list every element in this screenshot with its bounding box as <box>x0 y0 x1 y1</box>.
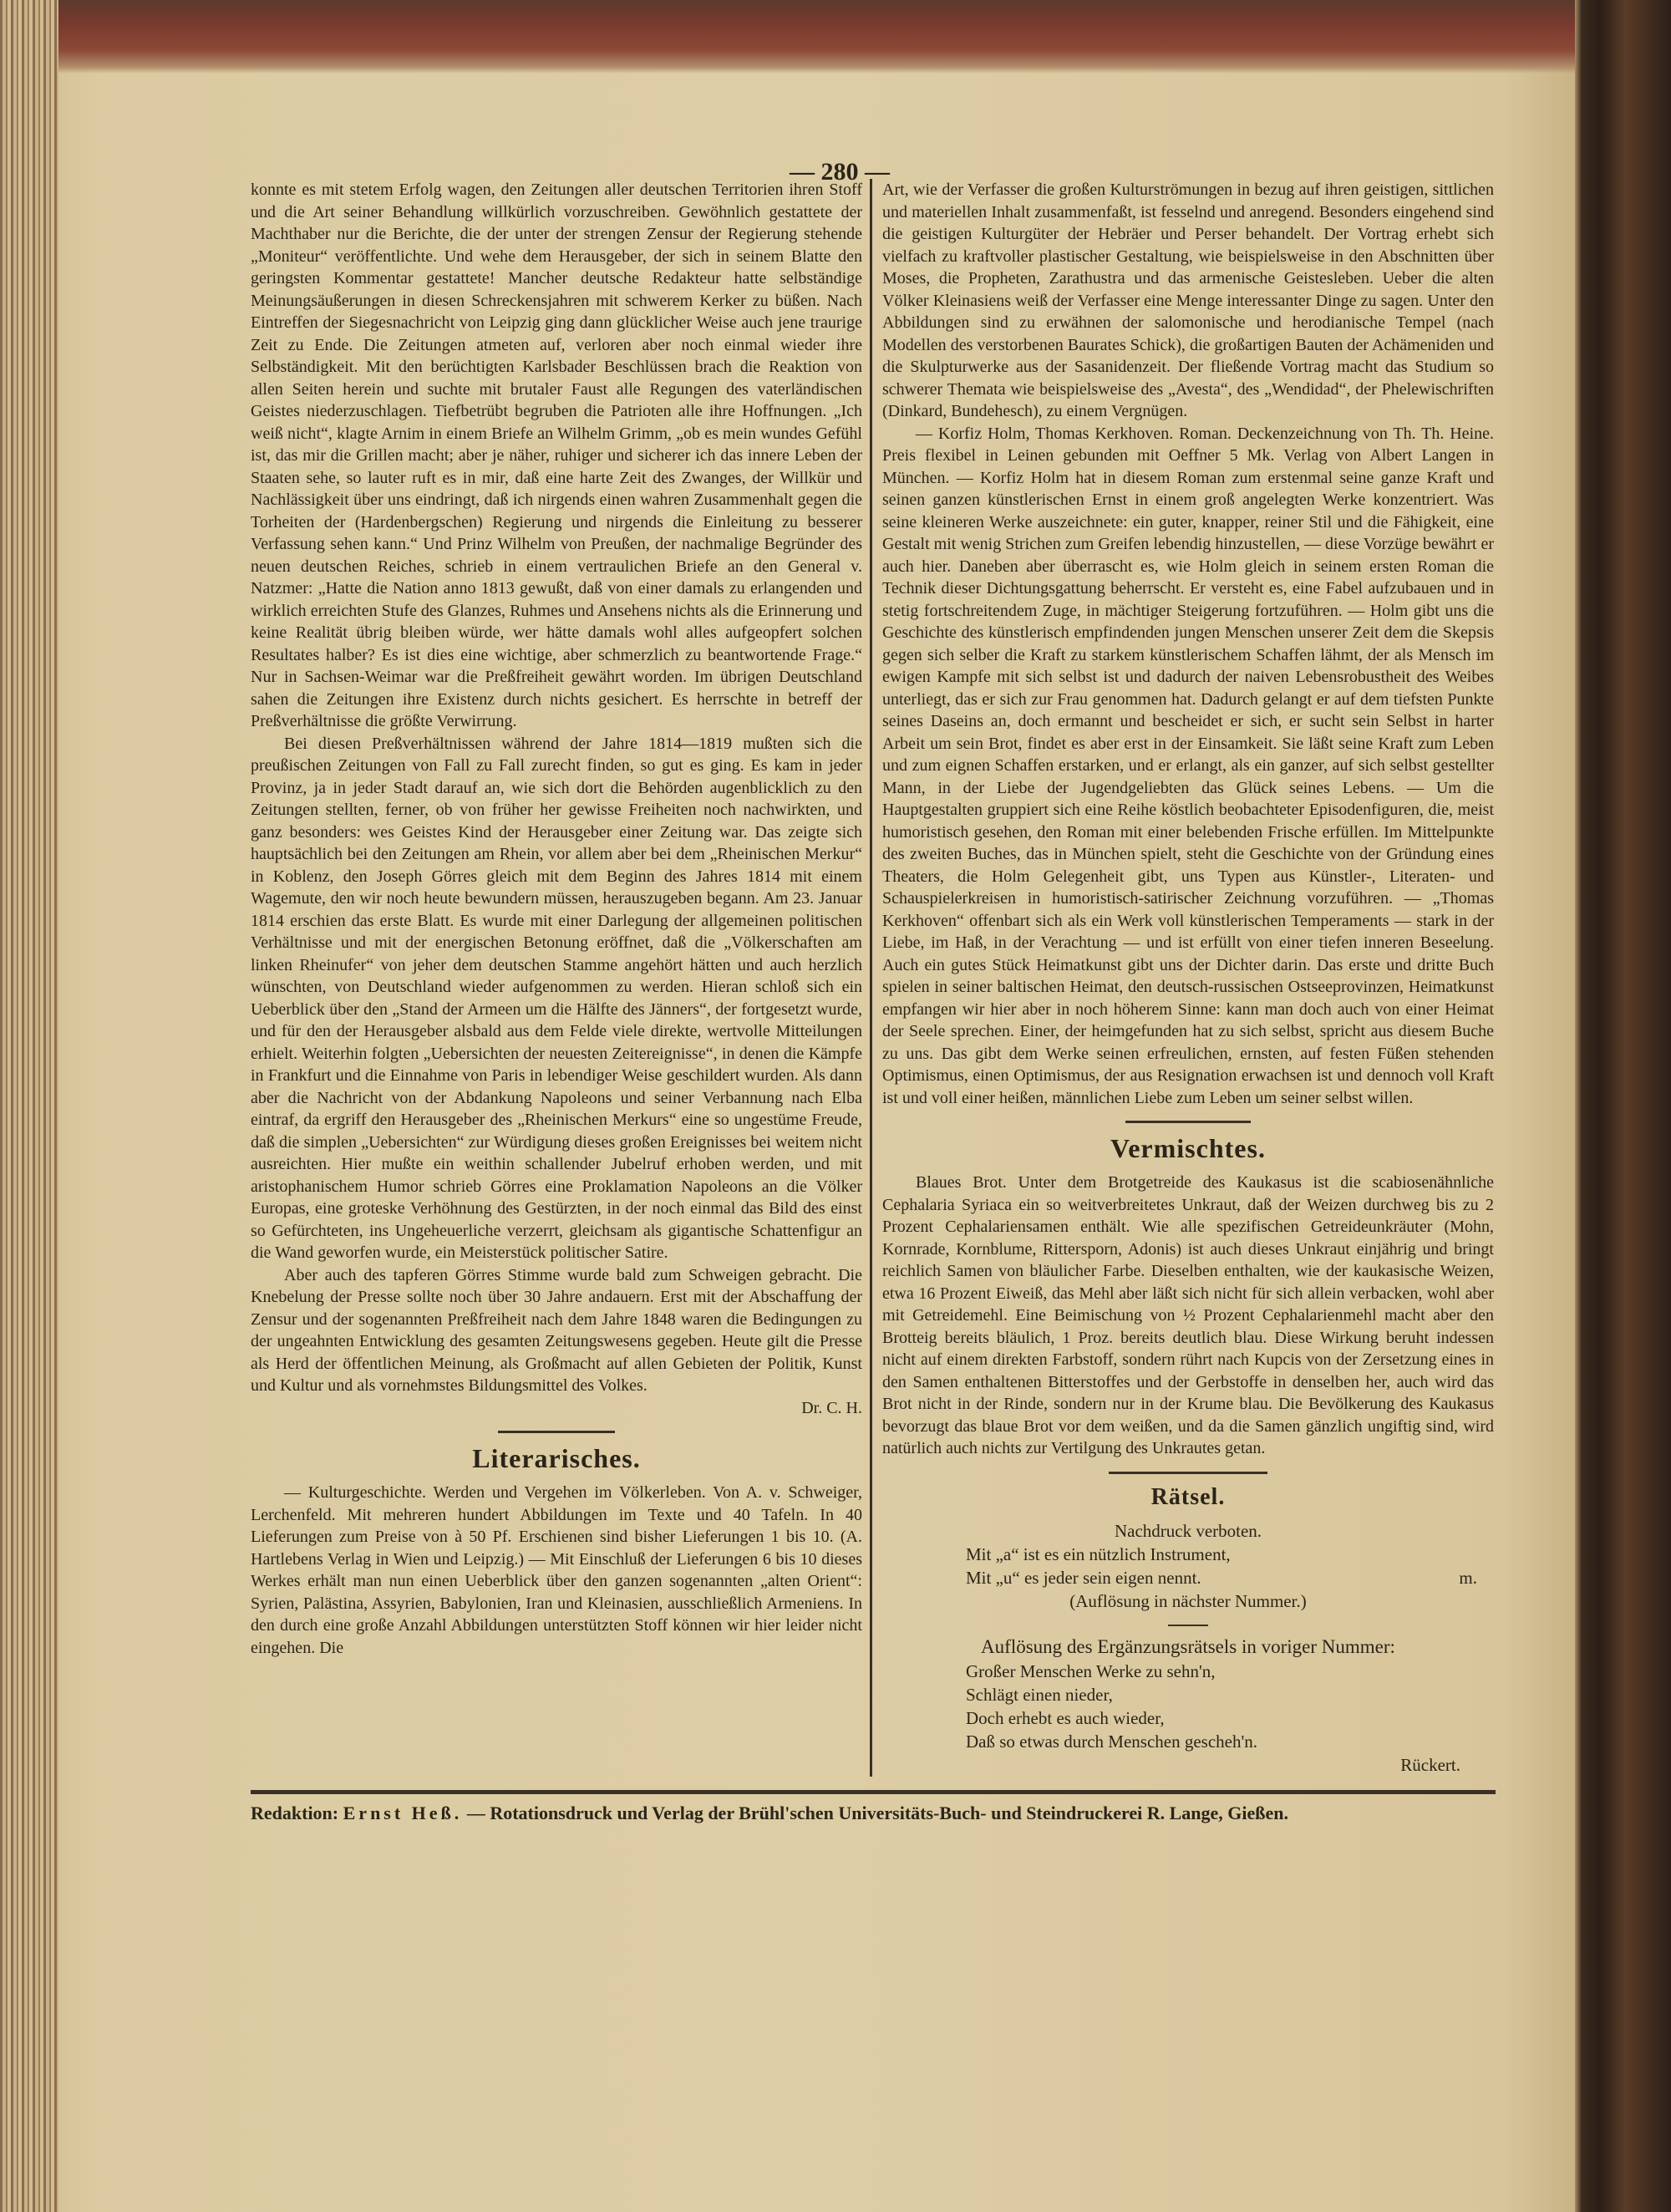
article-signature: Dr. C. H. <box>801 1398 862 1417</box>
paragraph: — Kulturgeschichte. Werden und Vergehen im Völkerleben. Von A. v. Schweiger, Lerchenfeld. Mit mehreren hundert Abbildungen im Texte und 40 Tafeln. In 40 Lieferungen zum Preise von à 50 Pf. Erschienen sind bisher Lieferungen 1 bis 10. (A. Hartlebens Verlag in Wien und Leipzig.) — Mit Einschluß der Lieferungen 6 bis 10 dieses Werkes erhält man nun einen Ueberblick über den ganzen sogenannten „alten Orient“: Syrien, Palästina, Assyrien, Babylonien, Iran und Kleinasien, ausschließlich Armeniens. In den durch eine große Anzahl Abbildungen unterstützten Stoff können wir hier leider nicht eingehen. Die <box>251 1483 862 1657</box>
right-column <box>872 179 1494 1777</box>
newspaper-page <box>251 0 1496 1859</box>
poem-line: Schlägt einen nieder, <box>966 1684 1113 1705</box>
columns <box>251 179 1496 1777</box>
reprint-notice: Nachdruck verboten. <box>1114 1520 1262 1541</box>
paragraph: Art, wie der Verfasser die großen Kulturströmungen in bezug auf ihren geistigen, sittlichen und materiellen Inhalt zusammenfaßt, ist fesselnd und anregend. Besonders eingehend sind die geistigen Kulturgüter der Hebräer und Perser behandelt. Der Vortrag erhebt sich vielfach zu kraftvoller plastischer Gestaltung, wie beispielsweise in den Abschnitten über Moses, die Propheten, Zarathustra und das armenische Geistesleben. Ueber die alten Völker Kleinasiens weiß der Verfasser eine Menge interessanter Dinge zu sagen. Unter den Abbildungen sind zu erwähnen der salomonische und herodianische Tempel (nach Modellen des verstorbenen Baurates Schick), die großartigen Bauten der Achämeniden und die Skulpturwerke aus der Sasanidenzeit. Der fließende Vortrag macht das Studium so schwerer Themata wie beispielsweise des „Avesta“, des „Wendidad“, der Phelewischriften (Dinkard, Bundehesch), zu einem Vergnügen. <box>882 181 1494 420</box>
left-column <box>251 179 872 1777</box>
paragraph: Blaues Brot. Unter dem Brotgetreide des Kaukasus ist die scabiosenähnliche Cephalaria Syriaca ein so weitverbreitetes Unkraut, daß der Weizen durchweg bis zu 2 Prozent Cephalariensamen enthält. Wie alle spezifischen Getreideunkräuter (Mohn, Kornrade, Kornblume, Rittersporn, Adonis) ist auch dieses Unkraut einjährig und bringt reichlich Samen von bläulicher Farbe. Dieselben enthalten, wie der kaukasische Weizen, etwa 16 Prozent Eiweiß, das Mehl aber läßt sich nicht für sich allein verbacken, wohl aber mit Getreidemehl. Eine Beimischung von ½ Prozent Cephalarienmehl macht aber den Brotteig bereits bläulich, 1 Proz. bereits deutlich blau. Diese Wirkung beruht indessen nicht auf einem direkten Farbstoff, sondern rührt nach Kupcis von der Zersetzung eines in den Samen enthaltenen Bitterstoffes und der Gerbstoffe in denselben her, auch wird das Brot nicht in der Rinde, sondern nur in der Krume blau. Die Bevölkerung des Kaukasus bevorzugt das blaue Brot vor dem weißen, und da die Samen gänzlich ungiftig sind, wird natürlich auch nichts zur Vertilgung des Unkrautes getan. <box>882 1173 1494 1457</box>
section-rule <box>498 1431 615 1433</box>
section-heading-vermischtes: Vermischtes. <box>1110 1133 1266 1163</box>
footer-rule <box>251 1790 1496 1794</box>
solution-heading: Auflösung des Ergänzungsrätsels in voriger Nummer: <box>981 1635 1395 1657</box>
vermischtes-section <box>882 1172 1494 1460</box>
left-column-article <box>251 179 862 1419</box>
footer-imprint: — Rotationsdruck und Verlag der Brühl'schen Universitäts-Buch- und Steindruckerei R. Lange, Gießen. <box>466 1802 1289 1823</box>
section-rule <box>1125 1121 1251 1123</box>
riddle-text <box>882 1543 1494 1589</box>
book-page-stack-right <box>1575 0 1671 2212</box>
solution-poem <box>882 1660 1494 1753</box>
imprint-footer <box>251 1801 1496 1826</box>
poem-author: Rückert. <box>1400 1754 1460 1775</box>
section-rule <box>1109 1472 1267 1474</box>
riddle-author-mark: m. <box>1459 1567 1477 1588</box>
paragraph: Bei diesen Preßverhältnissen während der Jahre 1814—1819 mußten sich die preußischen Zeitungen von Fall zu Fall zurecht finden, so gut es ging. Es kam in jeder Provinz, ja in jeder Stadt darauf an, wie sich dort die Behörden augenblicklich zu den Zeitungen stellten, ferner, ob von früher her gewisse Freiheiten noch nachwirkten, und ganz besonders: wes Geistes Kind der Herausgeber einer Zeitung war. Das zeigte sich hauptsächlich bei den Zeitungen am Rhein, vor allem aber bei dem „Rheinischen Merkur“ in Koblenz, den Joseph Görres gleich mit dem Beginn des Jahres 1814 mit einem Wagemute, den wir noch heute bewundern müssen, herauszugeben begann. Am 23. Januar 1814 erschien das erste Blatt. Es wurde mit einer Darlegung der allgemeinen politischen Verhältnisse und mit der energischen Betonung eröffnet, daß die „Völkerschaften am linken Rheinufer“ von jeher dem deutschen Stamme angehört hätten und auch herzlich wünschten, von Deutschland wieder aufgenommen zu werden. Hieran schloß sich ein Ueberblick über den „Stand der Armeen um die Hälfte des Jänners“, der fortgesetzt wurde, und für den der Herausgeber alsbald aus dem Felde viele direkte, wertvolle Mitteilungen erhielt. Weiterhin folgten „Uebersichten der neuesten Zeitereignisse“, in denen die Kämpfe in Frankfurt und die Einnahme von Paris in lebendiger Weise geschildert wurden. Als dann aber die Nachricht von der Abdankung Napoleons und seiner Verbannung nach Elba eintraf, da ergriff den Herausgeber des „Rheinischen Merkurs“ eine so ungestüme Freude, daß die simplen „Uebersichten“ zur Würdigung dieses großen Ereignisses bei weitem nicht ausreichten. Hier mußte ein weithin schallender Jubelruf erhoben werden, und mit aristophanischem Humor schrieb Görres eine Proklamation Napoleons an die Völker Europas, eine groteske Verhöhnung des Gestürzten, in der noch einmal das Bild des einst so Gefürchteten, ins Ungeheuerliche verzerrt, gleichsam als gigantische Schattenfigur an die Wand geworfen wurde, ein Meisterstück politischer Satire. <box>251 734 862 1262</box>
literarisches-section <box>251 1482 862 1659</box>
poem-line: Doch erhebt es auch wieder, <box>966 1707 1165 1728</box>
section-heading-literarisches: Literarisches. <box>472 1443 641 1473</box>
riddle-block <box>882 1543 1494 1589</box>
footer-label: Redaktion: <box>251 1802 339 1823</box>
footer-editor: Ernst Heß. <box>343 1802 463 1823</box>
section-rule <box>1168 1625 1208 1626</box>
riddle-line: Mit „a“ ist es ein nützlich Instrument, <box>966 1543 1231 1564</box>
paragraph: Aber auch des tapferen Görres Stimme wurde bald zum Schweigen gebracht. Die Knebelung der Presse sollte noch über 30 Jahre andauern. Erst mit der Abschaffung der Zensur und der sogenannten Preßfreiheit nach dem Jahre 1848 waren die Bedingungen zu der ungeahnten Entwicklung des gesamten Zeitungswesens gegeben. Heute gilt die Presse als Herd der öffentlichen Meinung, als Großmacht auf allen Gebieten der Politik, Kunst und Kultur und als vornehmstes Bildungsmittel des Volkes. <box>251 1265 862 1395</box>
riddle-solution-note: (Auflösung in nächster Nummer.) <box>1069 1590 1307 1611</box>
right-column-reviews <box>882 179 1494 1109</box>
book-page-stack-left <box>0 0 58 2212</box>
paragraph: konnte es mit stetem Erfolg wagen, den Zeitungen aller deutschen Territorien ihren Stoff und die Art seiner Behandlung willkürlich vorzuschreiben. Gewöhnlich gestattete der Machthaber nur die Berichte, die der unter der strengen Zensur der Regierung stehende „Moniteur“ veröffentlichte. Und wehe dem Herausgeber, der sich in seinem Blatte den geringsten Kommentar gestattete! Mancher deutsche Redakteur hatte selbständige Meinungsäußerungen in diesen Schreckensjahren mit schwerem Kerker zu büßen. Nach Eintreffen der Siegesnachricht von Leipzig ging dann glücklicher Weise auch jene traurige Zeit zu Ende. Die Zeitungen atmeten auf, verloren aber noch einmal wieder ihre Selbständigkeit. Mit den berüchtigten Karlsbader Beschlüssen brach die Reaktion von allen Seiten herein und suchte mit brutaler Faust alle Regungen des vaterländischen Geistes niederzuschlagen. Tiefbetrübt begruben die Patrioten alle ihre Hoffnungen. „Ich weiß nicht“, klagte Arnim in einem Briefe an Wilhelm Grimm, „ob es mein wundes Gefühl ist, das mir die Grillen macht; aber je näher, ruhiger und sicherer ich das innere Leben der Staaten sehe, so lauter ruft es in mir, daß eine harte Zeit des Zwanges, der Willkür und Nachlässigkeit über uns eindringt, daß ich nirgends einen wahren Zusammenhalt gegen die Torheiten der (Hardenbergschen) Regierung und nirgends die Einleitung zu besserer Verfassung sehen kann.“ Und Prinz Wilhelm von Preußen, der nachmalige Begründer des neuen deutschen Reiches, schrieb in einem vertraulichen Briefe an den General v. Natzmer: „Hatte die Nation anno 1813 gewußt, daß von einer damals zu erlangenden und wirklich erreichten Stufe des Glanzes, Ruhmes und Ansehens nichts als die Erinnerung und keine Realität übrig bleiben würde, wer hätte damals wohl alles aufgeopfert solchen Resultates halber? Es ist dies eine wichtige, aber schmerzlich zu beantwortende Frage.“ Nur in Sachsen-Weimar war die Preßfreiheit gewährt worden. Im übrigen Deutschland sahen die Zeitungen ihre Existenz durch nichts gesichert. Es herrschte in betreff der Preßverhältnisse die größte Verwirrung. <box>251 181 862 730</box>
riddle-line: Mit „u“ es jeder sein eigen nennt. <box>966 1567 1201 1588</box>
poem-line: Daß so etwas durch Menschen gescheh'n. <box>966 1731 1258 1752</box>
raetsel-heading: Rätsel. <box>1150 1483 1226 1510</box>
poem-line: Großer Menschen Werke zu sehn'n, <box>966 1660 1216 1681</box>
paragraph: — Korfiz Holm, Thomas Kerkhoven. Roman. Deckenzeichnung von Th. Th. Heine. Preis flexibel in Leinen gebunden mit Oeffner 5 Mk. Verlag von Albert Langen in München. — Korfiz Holm hat in diesem Roman zum erstenmal seine ganze Kraft und seinen ganzen künstlerischen Ernst in einem groß angelegten Werke konzentriert. Was seine kleineren Werke auszeichnete: ein guter, knapper, reiner Stil und die Fähigkeit, eine Gestalt mit wenig Strichen zum Greifen lebendig hinzustellen, — diese Vorzüge bewährt er auch hier. Daneben aber überrascht es, wie Holm gleich in seinem ersten Roman die Technik dieser Dichtungsgattung beherrscht. Er versteht es, eine Fabel aufzubauen und in stetig fortschreitendem Zuge, in mächtiger Steigerung fortzuführen. — Holm gibt uns die Geschichte des künstlerisch empfindenden jungen Menschen unserer Zeit dem die Skepsis gegen sich selber die Kraft zu starkem künstlerischem Schaffen lähmt, der als Mensch im ewigen Kampfe mit sich selbst ist und dadurch der naiven Lebensrobustheit des Weibes unterliegt, das er sich zur Frau genommen hat. Dadurch gelangt er auf dem tiefsten Punkte seines Daseins an, doch ermannt und bescheidet er sich, er sucht sein Selbst in harter Arbeit um sein Brot, findet es aber erst in der Einsamkeit. Sie läßt seine Kraft zum Leben und zum eignen Schaffen erstarken, und er erlangt, als ein ganzer, auf sich selbst gestellter Mann, in der Liebe der Jugendgeliebten das Glück seines Lebens. — Um die Hauptgestalten gruppiert sich eine Reihe köstlich beobachteter Episodenfiguren, die, meist humoristisch gesehen, den Roman mit einer belebenden Frische erfüllen. Im Mittelpunkte des zweiten Buches, das in München spielt, steht die Geschichte von der Gründung eines Theaters, die Holm Gelegenheit gibt, uns Typen aus Künstler-, Literaten- und Schauspielerkreisen in humoristisch-satirischer Zeichnung vorzuführen. — „Thomas Kerkhoven“ offenbart sich als ein Werk voll künstlerischen Temperaments — stark in der Liebe, im Haß, in der Verachtung — und ist erfüllt von einer tiefen inneren Beseelung. Auch ein gutes Stück Heimatkunst gibt uns der Dichter darin. Das erste und dritte Buch spielen in seiner baltischen Heimat, den deutsch-russischen Ostseeprovinzen, Heimatkunst empfangen wir hier aber in noch höherem Sinne: kann man doch auch von einer Heimat der Seele sprechen. Einer, der heimgefunden hat zu sich selbst, spricht aus diesem Buche zu uns. Das gibt dem Werke seinen erfreulichen, ernsten, auf festen Füßen stehenden Optimismus, einen Optimismus, der aus Resignation erwachsen ist und dennoch voll Kraft ist und voll einer heißen, männlichen Liebe zum Leben um seiner selbst willen. <box>882 424 1494 1107</box>
page-number: — 280 — <box>790 158 890 186</box>
